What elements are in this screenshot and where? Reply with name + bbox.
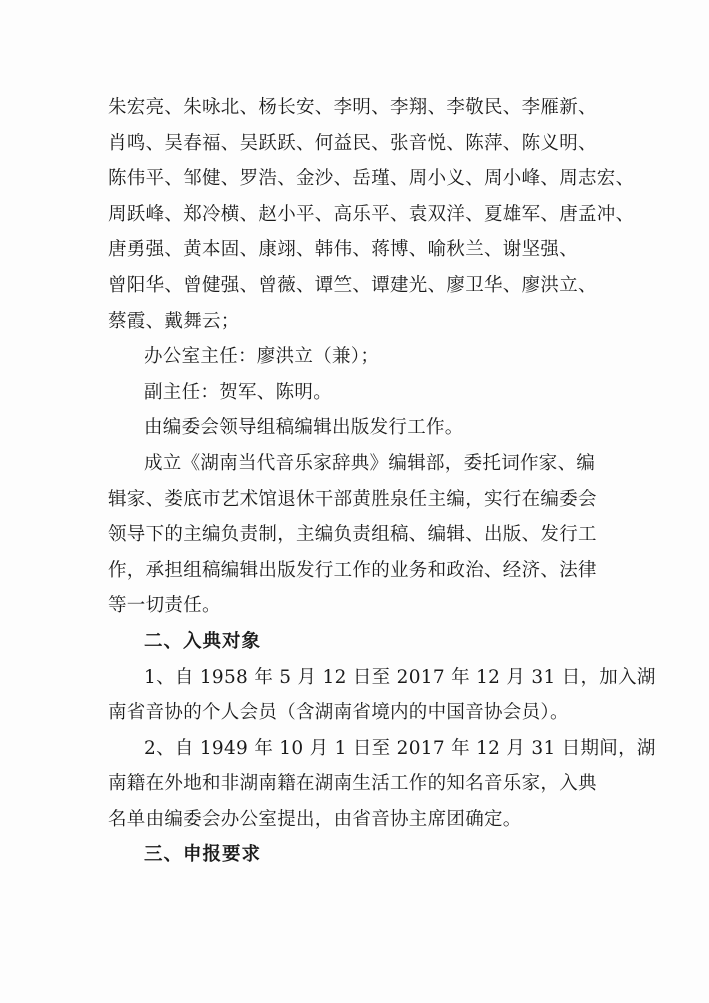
section-heading: 二、入典对象 xyxy=(144,630,262,652)
text-line: 周跃峰、郑冷横、赵小平、高乐平、袁双洋、夏雄军、唐孟冲、 xyxy=(108,203,635,225)
text-line: 1、自 1958 年 5 月 12 日至 2017 年 12 月 31 日，加入湖 xyxy=(144,666,656,688)
text-line: 曾阳华、曾健强、曾薇、谭竺、谭建光、廖卫华、廖洪立、 xyxy=(108,274,597,296)
text-line: 蔡霞、戴舞云； xyxy=(108,310,240,332)
text-line: 朱宏亮、朱咏北、杨长安、李明、李翔、李敬民、李雁新、 xyxy=(108,97,597,118)
office-director-line: 办公室主任：廖洪立（兼）； xyxy=(144,346,380,368)
text-line: 南籍在外地和非湖南籍在湖南生活工作的知名音乐家，入典 xyxy=(108,773,597,795)
text-line: 2、自 1949 年 10 月 1 日至 2017 年 12 月 31 日期间，湖 xyxy=(144,737,656,759)
text-line: 作，承担组稿编辑出版发行工作的业务和政治、经济、法律 xyxy=(108,559,597,581)
document-body xyxy=(108,90,656,873)
text-line: 名单由编委会办公室提出，由省音协主席团确定。 xyxy=(108,808,522,830)
text-line: 唐勇强、黄本固、康翊、韩伟、蒋博、喻秋兰、谢坚强、 xyxy=(108,239,579,261)
text-line: 由编委会领导组稿编辑出版发行工作。 xyxy=(144,417,464,439)
text-line: 南省音协的个人会员（含湖南省境内的中国音协会员）。 xyxy=(108,702,569,724)
text-line: 领导下的主编负责制，主编负责组稿、编辑、出版、发行工 xyxy=(108,524,597,546)
text-line: 等一切责任。 xyxy=(108,595,221,617)
text-line: 肖鸣、吴春福、吴跃跃、何益民、张音悦、陈萍、陈义明、 xyxy=(108,132,597,154)
deputy-director-line: 副主任：贺军、陈明。 xyxy=(144,381,333,403)
text-line: 陈伟平、邹健、罗浩、金沙、岳瑾、周小义、周小峰、周志宏、 xyxy=(108,168,635,190)
text-line: 辑家、娄底市艺术馆退休干部黄胜泉任主编，实行在编委会 xyxy=(108,488,597,510)
section-heading: 三、申报要求 xyxy=(144,844,262,866)
text-line: 成立《湖南当代音乐家辞典》编辑部，委托词作家、编 xyxy=(144,452,596,474)
